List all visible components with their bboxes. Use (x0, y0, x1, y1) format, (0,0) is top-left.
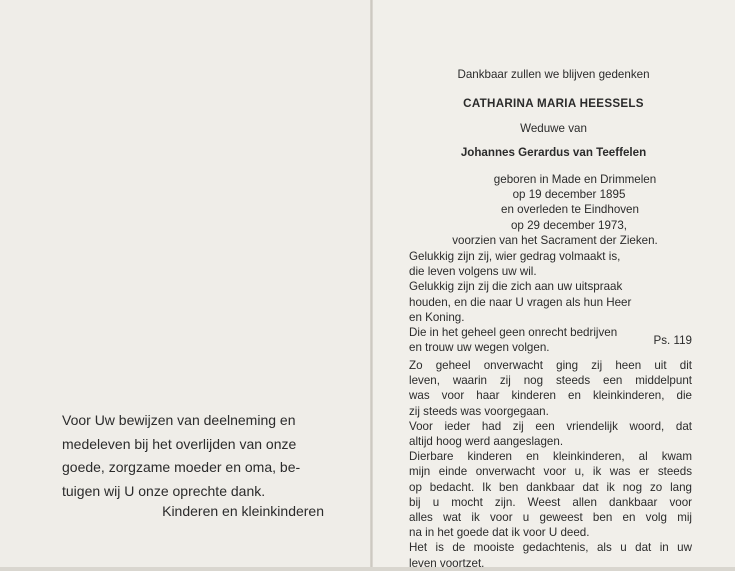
verse-line: en trouw uw wegen volgen. (409, 341, 550, 355)
memorial-line: altijd hoog werd aangeslagen. (409, 435, 564, 449)
memorial-line: Zo geheel onverwacht ging zij heen uit dit (409, 359, 692, 372)
memorial-line: was voor haar kinderen en kleinkinderen, die (409, 389, 692, 403)
memorial-line: na in het goede dat ik voor U deed. (409, 526, 590, 540)
memorial-text (409, 358, 692, 571)
birth-death-line: en overleden te Eindhoven (501, 203, 639, 217)
memorial-line: leven, waarin zij nog steeds een middelpunt (409, 374, 692, 388)
verse-line: en Koning. (409, 310, 465, 324)
memorial-line: zij steeds was voorgegaan. (409, 404, 549, 418)
verse-line: die leven volgens uw wil. (409, 265, 537, 279)
birth-death-line: geboren in Made en Drimmelen (493, 173, 657, 186)
birth-death-line: voorzien van het Sacrament der Zieken. (452, 233, 658, 247)
thanks-line: tuigen wij U onze oprechte dank. (62, 482, 266, 499)
verse-line: Gelukkig zijn zij die zich aan uw uitspraak (409, 280, 623, 294)
verse-source: Ps. 119 (653, 334, 692, 347)
signature-line: Kinderen en kleinkinderen (162, 503, 324, 519)
husband-name: Johannes Gerardus van Teeffelen (460, 146, 647, 159)
thanks-line: medeleven bij het overlijden van onze (62, 435, 297, 452)
memorial-line: Voor ieder had zij een vriendelijk woord, dat (409, 419, 692, 433)
card-fold (370, 0, 373, 567)
verse-line: Gelukkig zijn zij, wier gedrag volmaakt is, (409, 250, 621, 263)
memorial-line: alles wat ik voor u geweest ben en volg mij (409, 511, 692, 525)
verse-line: houden, en die naar U vragen als hun Heer (409, 295, 632, 309)
thanks-message (62, 409, 324, 503)
deceased-name: CATHARINA MARIA HEESSELS (463, 97, 644, 110)
thanks-line: goede, zorgzame moeder en oma, be- (62, 459, 301, 475)
memorial-line: bij u mocht zijn. Weest allen dankbaar voor (409, 495, 692, 509)
memorial-line: mijn einde onverwacht voor u, ik was er steeds (409, 465, 692, 479)
memorial-line: op bedacht. Ik ben dankbaar dat ik nog zo lang (409, 480, 692, 494)
widow-of-label: Weduwe van (520, 122, 587, 135)
birth-death-block (400, 172, 710, 248)
card-heading: Dankbaar zullen we blijven gedenken (457, 68, 650, 81)
memorial-line: Dierbare kinderen en kleinkinderen, al kwam (409, 450, 692, 464)
memorial-line: leven voortzet. (409, 556, 485, 570)
thanks-line: Voor Uw bewijzen van deelneming en (62, 412, 296, 428)
memorial-line: Het is de mooiste gedachtenis, als u dat in uw (409, 541, 692, 555)
birth-death-line: op 19 december 1895 (512, 188, 626, 202)
verse-line: Die in het geheel geen onrecht bedrijven (409, 326, 618, 340)
birth-death-line: op 29 december 1973, (510, 218, 628, 232)
